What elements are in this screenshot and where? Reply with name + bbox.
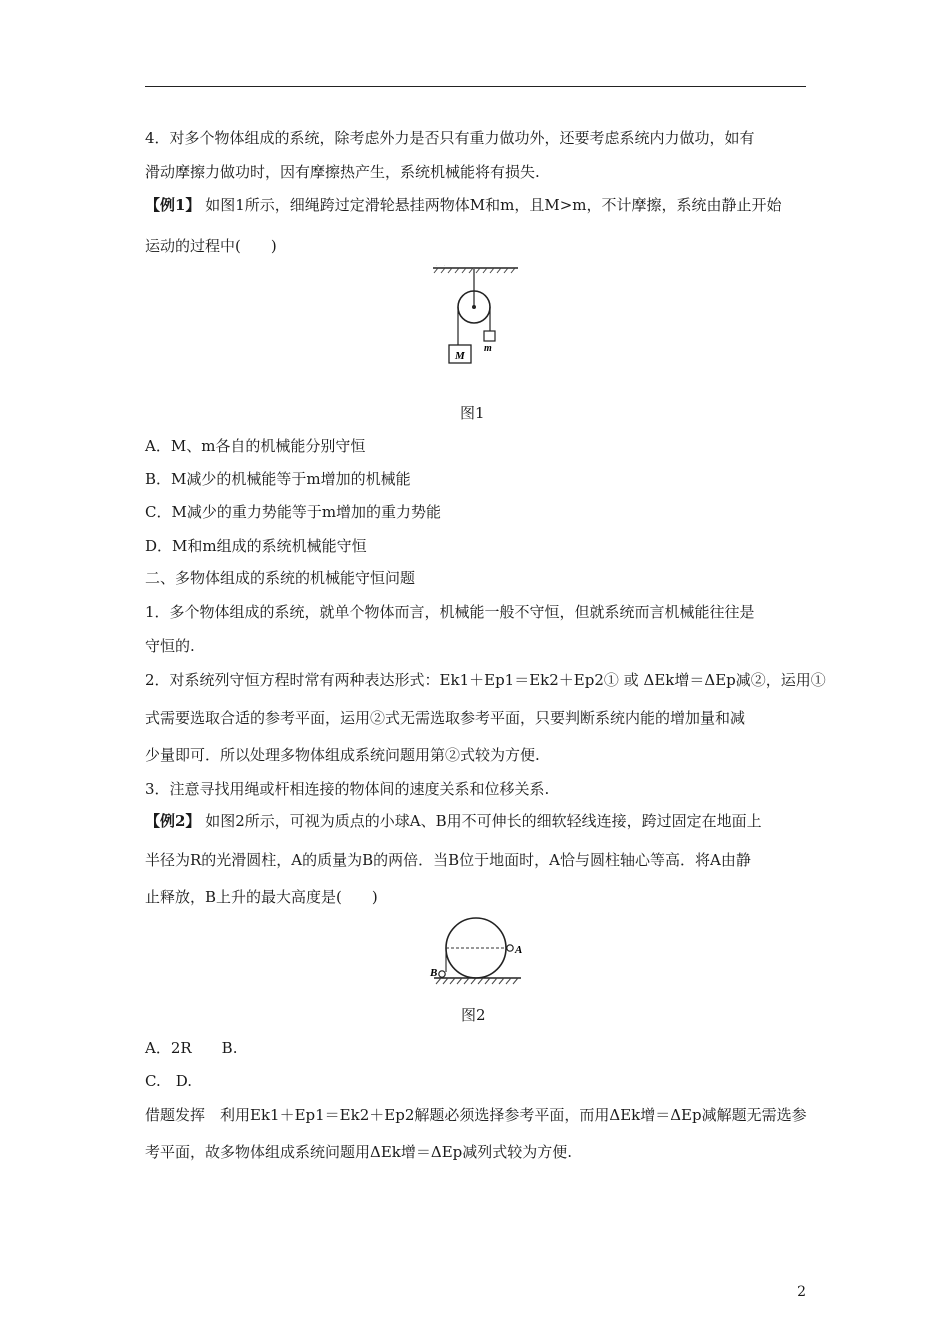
label-B: B bbox=[430, 967, 438, 979]
figure-2-caption: 图2 bbox=[461, 1006, 486, 1024]
example-1-tag: 【例1】 bbox=[145, 196, 201, 214]
example-2-tag: 【例2】 bbox=[145, 812, 201, 830]
label-m: m bbox=[484, 343, 492, 354]
example-2-text: 如图2所示，可视为质点的小球A、B用不可伸长的细软轻线连接，跨过固定在地面上 bbox=[205, 812, 762, 830]
example-2-line3: 止释放，B上升的最大高度是( ) bbox=[145, 888, 378, 906]
example-1-option-a: A．M、m各自的机械能分别守恒 bbox=[145, 437, 366, 455]
section-2-item2-line2: 式需要选取合适的参考平面，运用②式无需选取参考平面，只要判断系统内能的增加量和减 bbox=[145, 709, 746, 727]
section-2-item2-line3: 少量即可．所以处理多物体组成系统问题用第②式较为方便. bbox=[145, 746, 540, 764]
example-1-option-d: D．M和m组成的系统机械能守恒 bbox=[145, 537, 367, 555]
example-2-line1 bbox=[145, 811, 815, 831]
label-A: A bbox=[515, 944, 523, 956]
figure-1-caption: 图1 bbox=[460, 404, 485, 422]
section-2-item2-line1 bbox=[145, 670, 826, 690]
example-2-options-line1: A．2R B. bbox=[145, 1039, 238, 1057]
page-number: 2 bbox=[797, 1284, 806, 1300]
example-1-option-b: B．M减少的机械能等于m增加的机械能 bbox=[145, 470, 411, 488]
item2-tail: ，运用① bbox=[765, 671, 826, 689]
label-M: M bbox=[455, 350, 465, 362]
example-1-text: 如图1所示，细绳跨过定滑轮悬挂两物体M和m，且M>m，不计摩擦，系统由静止开始 bbox=[205, 196, 782, 214]
example-2-line2: 半径为R的光滑圆柱，A的质量为B的两倍．当B位于地面时，A恰与圆柱轴心等高．将A由静 bbox=[145, 851, 751, 869]
paragraph-4-line1: 4．对多个物体组成的系统，除考虑外力是否只有重力做功外，还要考虑系统内力做功，如有 bbox=[145, 129, 755, 147]
paragraph-4-line2: 滑动摩擦力做功时，因有摩擦热产生，系统机械能将有损失. bbox=[145, 163, 540, 181]
tip-line1: 借题发挥 利用Ek1＋Ep1＝Ek2＋Ep2解题必须选择参考平面，而用ΔEk增＝ΔEp减解题无需选参 bbox=[145, 1106, 807, 1124]
section-2-heading: 二、多物体组成的系统的机械能守恒问题 bbox=[145, 569, 416, 587]
item2-intro: 2．对系统列守恒方程时常有两种表达形式： bbox=[145, 671, 440, 689]
example-2-options-line2: C. D. bbox=[145, 1072, 192, 1090]
pulley-figure bbox=[430, 265, 525, 370]
section-2-item1-line2: 守恒的. bbox=[145, 637, 195, 655]
example-1-line1 bbox=[145, 195, 815, 215]
equation-2: ΔEk增＝ΔEp减② bbox=[643, 671, 766, 689]
tip-line2: 考平面，故多物体组成系统问题用ΔEk增＝ΔEp减列式较为方便. bbox=[145, 1143, 573, 1161]
cylinder-figure bbox=[426, 912, 526, 990]
example-1-option-c: C．M减少的重力势能等于m增加的重力势能 bbox=[145, 503, 442, 521]
example-1-line2: 运动的过程中( ) bbox=[145, 237, 277, 255]
section-2-item3: 3．注意寻找用绳或杆相连接的物体间的速度关系和位移关系. bbox=[145, 780, 550, 798]
item2-or: 或 bbox=[623, 671, 639, 689]
section-2-item1-line1: 1．多个物体组成的系统，就单个物体而言，机械能一般不守恒，但就系统而言机械能往往是 bbox=[145, 603, 755, 621]
equation-1: Ek1＋Ep1＝Ek2＋Ep2① bbox=[439, 671, 619, 689]
header-rule bbox=[145, 86, 806, 87]
